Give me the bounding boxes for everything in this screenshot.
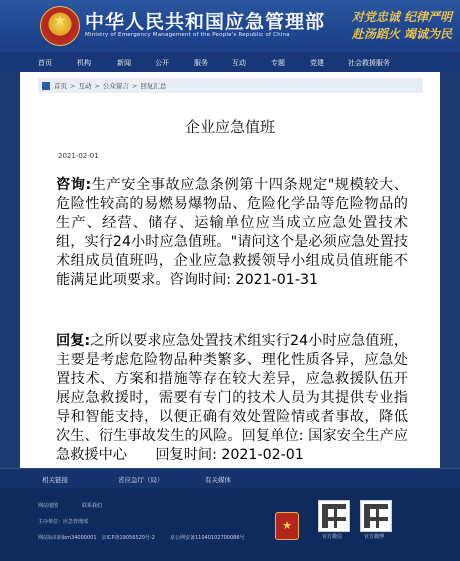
content-page (20, 72, 440, 468)
site-subtitle: Ministry of Emergency Management of the People's Republic of China (85, 32, 290, 38)
footer-link-provincial[interactable]: 省应急厅（局） (118, 476, 164, 484)
nav-item-topics[interactable]: 专题 (271, 59, 285, 67)
question-paragraph (56, 176, 408, 290)
breadcrumb-reply-summary[interactable]: 回复汇总 (140, 82, 167, 90)
national-emblem-icon[interactable]: ★ (40, 6, 80, 46)
footer-link-media[interactable]: 有关媒体 (205, 476, 231, 484)
site-header (0, 0, 460, 52)
breadcrumb-interaction[interactable]: 互动 (78, 82, 92, 90)
weibo-qr-label: 官方微博 (364, 534, 385, 540)
publish-date: 2021-02-01 (58, 152, 99, 160)
slogan-line-2: 赴汤蹈火 竭诚为民 (351, 27, 452, 41)
nav-item-interaction[interactable]: 互动 (232, 59, 246, 67)
footer-link-bar (0, 468, 460, 489)
slogan-line-1: 对党忠诚 纪律严明 (351, 10, 452, 24)
weibo-qr-code (360, 500, 392, 532)
nav-item-services[interactable]: 服务 (194, 59, 208, 67)
answer-label: 回复: (56, 333, 91, 349)
footer-link-related[interactable]: 相关链接 (42, 476, 68, 484)
nav-item-disclosure[interactable]: 公开 (155, 59, 169, 67)
answer-paragraph (56, 332, 408, 465)
nav-item-agencies[interactable]: 机构 (77, 59, 91, 67)
nav-item-news[interactable]: 新闻 (117, 59, 131, 67)
police-record-text[interactable]: 京公网安备11040102700086号 (170, 535, 245, 541)
breadcrumb-public-message[interactable]: 公众留言 (102, 82, 129, 90)
site-footer (0, 488, 460, 561)
breadcrumb-separator: > (131, 81, 138, 90)
answer-text: 之所以要求应急处置技术组实行24小时应急值班，主要是考虑危险物品种类繁多、理化性质各异，应急处置技术、方案和措施等存在较大差异，应急救援队伍开展应急救援时，需要有专门的技术人员为其提供专业指导和智能支持，以便正确有效处置险情或者事故，降低次生、衍生事故发生的风险。回复单位: 国家安全生产应急救援中心 回复时间: 2021-02-01 (56, 333, 408, 463)
sitemap-link[interactable]: 网站地图 (38, 503, 59, 509)
question-text: 生产安全事故应急条例第十四条规定"规模较大、危险性较高的易燃易爆物品、危险化学品等危险物品的生产、经营、储存、运输单位应当成立应急处置技术组，实行24小时应急值班。"请问这个是必须应急处置技术组成员值班吗，企业应急救援领导小组成员值班能不能满足此项要求。咨询时间: 2021-01-31 (56, 177, 408, 288)
nav-item-party[interactable]: 党建 (310, 59, 324, 67)
breadcrumb-separator: > (70, 81, 76, 90)
contact-link[interactable]: 联系我们 (82, 503, 103, 509)
wechat-qr-code (318, 500, 350, 532)
wechat-qr-label: 官方微信 (322, 534, 343, 540)
nav-item-home[interactable]: 首页 (38, 59, 52, 67)
main-nav (0, 52, 460, 72)
breadcrumb-home[interactable]: 首页 (54, 82, 67, 90)
home-icon (42, 82, 50, 90)
sponsor-text: 主办单位：应急管理部 (38, 519, 89, 525)
site-title[interactable]: 中华人民共和国应急管理部 (85, 11, 326, 33)
page-title: 企业应急值班 (184, 118, 275, 136)
question-label: 咨询: (56, 177, 92, 193)
party-badge-icon[interactable]: ★ (275, 512, 299, 540)
record-text[interactable]: 网站标识码bm34000001 京ICP备19056520号-2 (38, 535, 155, 541)
breadcrumb-separator: > (94, 81, 100, 90)
nav-item-rescue-services[interactable]: 社会救援服务 (348, 59, 390, 67)
breadcrumb (38, 78, 423, 93)
